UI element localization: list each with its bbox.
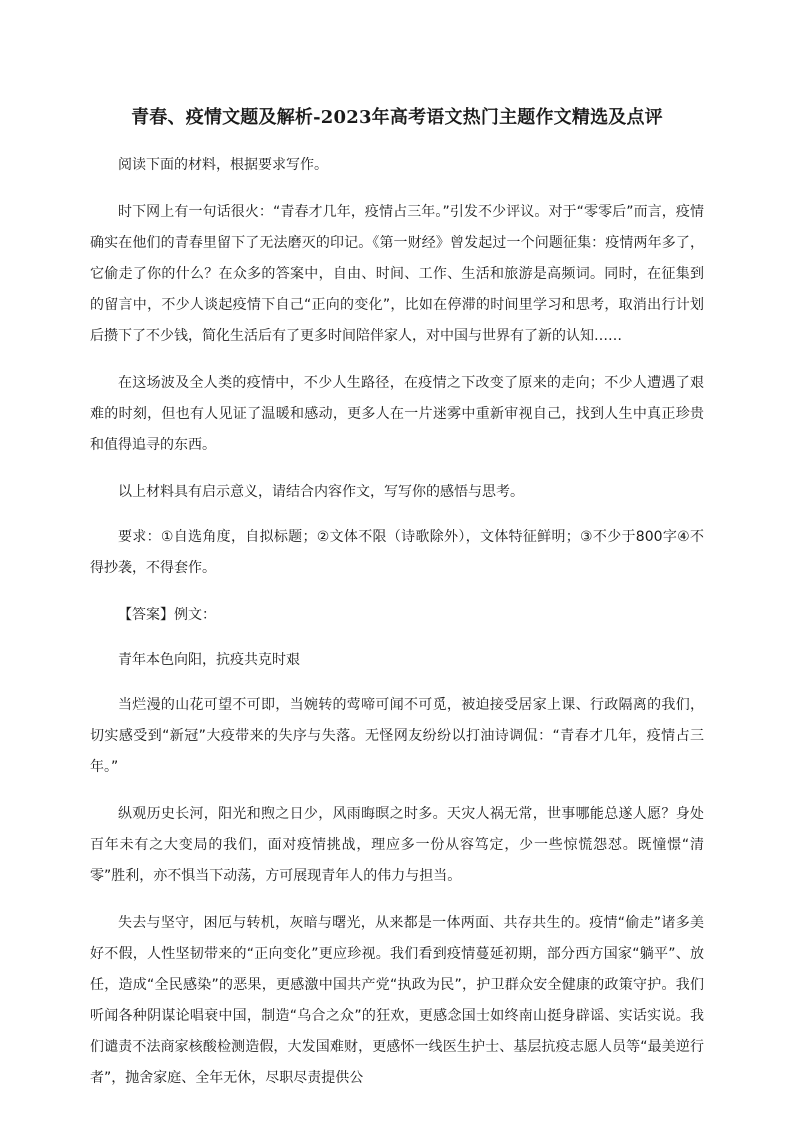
paragraph-material-2: 在这场波及全人类的疫情中，不少人生路径，在疫情之下改变了原来的走向；不少人遭遇了艰难的时刻，但也有人见证了温暖和感动，更多人在一片迷雾中重新审视自己，找到人生中真正珍贵和值得追寻的东西。 [90, 375, 704, 453]
paragraph-answer-label: 【答案】例文： [118, 607, 216, 623]
essay-title: 青年本色向阳，抗疫共克时艰 [118, 652, 300, 668]
essay-paragraph-1: 当烂漫的山花可望不可即，当婉转的莺啼可闻不可觅，被迫接受居家上课、行政隔离的我们，切实感受到“新冠”大疫带来的失序与失落。无怪网友纷纷以打油诗调侃：“青春才几年，疫情占三年。” [90, 697, 704, 775]
paragraph-instruction: 阅读下面的材料，根据要求写作。 [118, 157, 328, 173]
essay-paragraph-2: 纵观历史长河，阳光和煦之日少，风雨晦暝之时多。天灾人祸无常，世事哪能总遂人愿？身处百年未有之大变局的我们，面对疫情挑战，理应多一份从容笃定，少一些惊慌怨怼。既憧憬“清零”胜利，亦不惧当下动荡，方可展现青年人的伟力与担当。 [90, 806, 704, 884]
paragraph-material-1: 时下网上有一句话很火：“青春才几年，疫情占三年。”引发不少评议。对于“零零后”而言，疫情确实在他们的青春里留下了无法磨灭的印记。《第一财经》曾发起过一个问题征集：疫情两年多了，它偷走了你的什么？在众多的答案中，自由、时间、工作、生活和旅游是高频词。同时，在征集到的留言中，不少人谈起疫情下自己“正向的变化”，比如在停滞的时间里学习和思考，取消出行计划后攒下了不少钱，简化生活后有了更多时间陪伴家人，对中国与世界有了新的认知…… [90, 204, 704, 344]
paragraph-requirements: 要求：①自选角度，自拟标题；②文体不限（诗歌除外），文体特征鲜明；③不少于800字④不得抄袭，不得套作。 [90, 529, 704, 576]
document-title: 青春、疫情文题及解析-2023年高考语文热门主题作文精选及点评 [131, 107, 663, 128]
document-body [90, 150, 704, 1110]
paragraph-prompt: 以上材料具有启示意义，请结合内容作文，写写你的感悟与思考。 [118, 484, 524, 500]
essay-paragraph-3: 失去与坚守，困厄与转机，灰暗与曙光，从来都是一体两面、共存共生的。疫情“偷走”诸多美好不假，人性坚韧带来的“正向变化”更应珍视。我们看到疫情蔓延初期，部分西方国家“躺平”、放任，造成“全民感染”的恶果，更感激中国共产党“执政为民”，护卫群众安全健康的政策守护。我们听闻各种阴谋论唱衰中国，制造“乌合之众”的狂欢，更感念国士如终南山挺身辟谣、实话实说。我们谴责不法商家核酸检测造假，大发国难财，更感怀一线医生护士、基层抗疫志愿人员等“最美逆行者”，抛舍家庭、全年无休，尽职尽责提供公 [90, 915, 704, 1086]
